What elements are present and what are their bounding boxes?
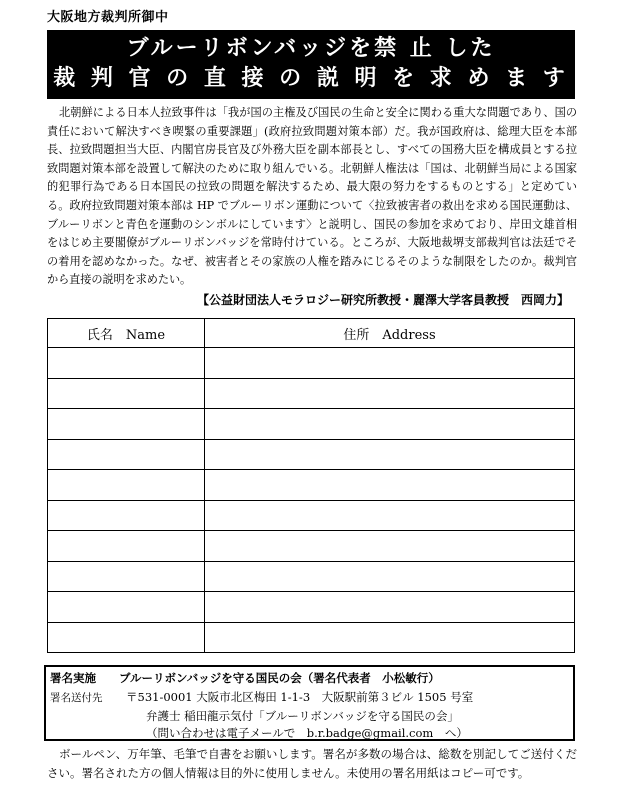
signature-address-cell[interactable] xyxy=(205,622,575,653)
contact-line: （問い合わせは電子メールで b.r.badge@gmail.com へ） xyxy=(146,726,468,740)
signature-name-cell[interactable] xyxy=(48,439,205,470)
signature-address-cell[interactable] xyxy=(205,348,575,379)
send-to-label: 署名送付先 xyxy=(50,692,103,704)
table-row xyxy=(48,470,575,501)
signature-address-cell[interactable] xyxy=(205,439,575,470)
signature-table xyxy=(47,318,575,653)
signature-address-cell[interactable] xyxy=(205,561,575,592)
table-row xyxy=(48,500,575,531)
signature-name-cell[interactable] xyxy=(48,348,205,379)
table-header-row xyxy=(48,319,575,348)
organizer-box xyxy=(44,665,575,741)
signature-address-cell[interactable] xyxy=(205,531,575,562)
column-header-address: 住所 Address xyxy=(205,319,575,348)
table-row xyxy=(48,531,575,562)
column-header-name: 氏名 Name xyxy=(48,319,205,348)
mailing-address: 〒531-0001 大阪市北区梅田 1-1-3 大阪駅前第３ビル 1505 号室 xyxy=(126,690,474,704)
signature-name-cell[interactable] xyxy=(48,378,205,409)
signature-name-cell[interactable] xyxy=(48,622,205,653)
signature-name-cell[interactable] xyxy=(48,531,205,562)
closing-note: ボールペン、万年筆、毛筆で自書をお願いします。署名が多数の場合は、総数を別記してご送付ください。署名された方の個人情報は目的外に使用しません。未使用の署名用紙はコピー可です。 xyxy=(47,747,577,780)
table-row xyxy=(48,348,575,379)
body-paragraph: 北朝鮮による日本人拉致事件は「我が国の主権及び国民の生命と安全に関わる重大な問題であり、国の責任において解決すべき喫緊の重要課題」(政府拉致問題対策本部）だ。我が国政府は、総理大臣を本部長、拉致問題担当大臣、内閣官房長官及び外務大臣を副本部長とし、すべての国務大臣を構成員とする拉致問題対策本部を設置して解決のために取り組んでいる。北朝鮮人権法は「国は、北朝鮮当局による国家的犯罪行為である日本国民の拉致の問題を解決するため、最大限の努力をするものとする」と定めている。政府拉致問題対策本部は HP でブルーリボン運動について〈拉致被害者の救出を求める国民運動は、ブルーリボンと青色を運動のシンボルにしています〉と説明し、国民の参加を求めており、岸田文雄首相をはじめ主要閣僚がブルーリボンバッジを常時付けている。ところが、大阪地裁堺支部裁判官は法廷でその着用を認めなかった。なぜ、被害者とその家族の人権を踏みにじるそのような制限をしたのか。裁判官から直接の説明を求めたい。 xyxy=(47,106,577,287)
title-line-1: ブルーリボンバッジを禁 止 した xyxy=(126,36,496,61)
table-row xyxy=(48,378,575,409)
table-row xyxy=(48,592,575,623)
signature-address-cell[interactable] xyxy=(205,409,575,440)
signature-name-cell[interactable] xyxy=(48,592,205,623)
organizer-title: 署名実施 ブルーリボンバッジを守る国民の会（署名代表者 小松敏行） xyxy=(50,671,440,685)
table-row xyxy=(48,439,575,470)
table-row xyxy=(48,561,575,592)
signature-name-cell[interactable] xyxy=(48,470,205,501)
signature-address-cell[interactable] xyxy=(205,470,575,501)
table-row xyxy=(48,622,575,653)
signature-address-cell[interactable] xyxy=(205,500,575,531)
signature-address-cell[interactable] xyxy=(205,592,575,623)
title-banner xyxy=(47,30,575,99)
care-of-line: 弁護士 稲田龍示気付「ブルーリボンバッジを守る国民の会」 xyxy=(146,709,459,723)
signature-name-cell[interactable] xyxy=(48,409,205,440)
title-line-2: 裁 判 官 の 直 接 の 説 明 を 求 め ま す xyxy=(53,66,569,91)
signature-name-cell[interactable] xyxy=(48,500,205,531)
table-row xyxy=(48,409,575,440)
addressee: 大阪地方裁判所御中 xyxy=(47,10,169,25)
signature-address-cell[interactable] xyxy=(205,378,575,409)
signature-name-cell[interactable] xyxy=(48,561,205,592)
author-attribution: 【公益財団法人モラロジー研究所教授・麗澤大学客員教授 西岡力】 xyxy=(196,293,569,307)
